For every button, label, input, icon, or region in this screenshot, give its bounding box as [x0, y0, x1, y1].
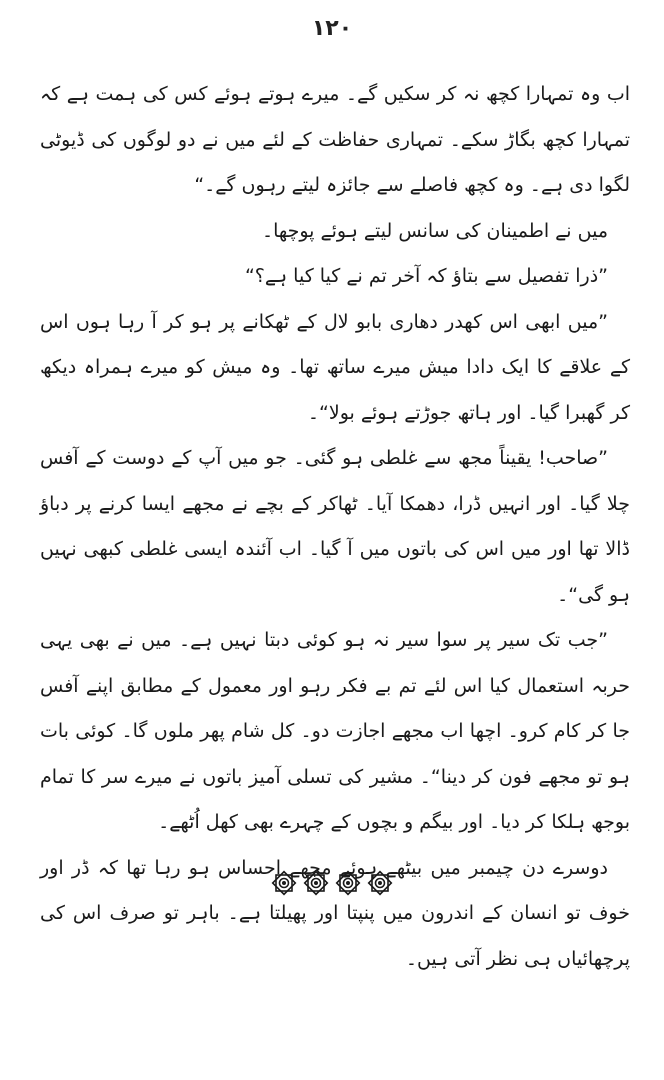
section-divider-ornaments	[0, 870, 664, 896]
star-flower-ornament-icon	[367, 870, 393, 896]
star-flower-ornament-icon	[303, 870, 329, 896]
paragraph: ”جب تک سیر پر سوا سیر نہ ہو کوئی دبتا نہیں ہے۔ میں نے بھی یہی حربہ استعمال کیا اس لئے تم بے فکر رہو اور معمول کے مطابق اپنے آفس جا کر کام کرو۔ اچھا اب مجھے اجازت دو۔ کل شام پھر ملوں گا۔ کوئی بات ہو تو مجھے فون کر دینا“۔ مشیر کی تسلی آمیز باتوں نے میرے سر کا تمام بوجھ ہلکا کر دیا۔ اور بیگم و بچوں کے چہرے بھی کھل اُٹھے۔	[40, 629, 630, 833]
star-flower-ornament-icon	[335, 870, 361, 896]
paragraph: ”صاحب! یقیناً مجھ سے غلطی ہو گئی۔ جو میں آپ کے دوست کے آفس چلا گیا۔ اور انہیں ڈرا، دھمکا آیا۔ ٹھاکر کے بچے نے مجھے ایسا کرنے پر دباؤ ڈالا تھا اور میں اس کی باتوں میں آ گیا۔ اب آئندہ ایسی غلطی کبھی نہیں ہو گی“۔	[40, 447, 630, 606]
paragraph: ”میں ابھی اس کھدر دھاری بابو لال کے ٹھکانے پر ہو کر آ رہا ہوں اس کے علاقے کا ایک دادا میش میرے ساتھ تھا۔ وہ میش کو میرے ہمراہ دیکھ کر گھبرا گیا۔ اور ہاتھ جوڑتے ہوئے بولا“۔	[40, 310, 630, 424]
paragraph: اب وہ تمہارا کچھ نہ کر سکیں گے۔ میرے ہوتے ہوئے کس کی ہمت ہے کہ تمہارا کچھ بگاڑ سکے۔ تمہاری حفاظت کے لئے میں نے دو لوگوں کی ڈیوٹی لگوا دی ہے۔ وہ کچھ فاصلے سے جائزہ لیتے رہوں گے۔“	[40, 83, 630, 196]
paragraph: دوسرے دن چیمبر میں بیٹھے ہوئے مجھے احساس ہو رہا تھا کہ ڈر اور خوف تو انسان کے اندرون میں پنپتا اور پھیلتا ہے۔ باہر تو صرف اس کی پرچھائیاں ہی نظر آتی ہیں۔	[40, 856, 630, 970]
paragraph: ”ذرا تفصیل سے بتاؤ کہ آخر تم نے کیا کیا ہے؟“	[244, 265, 608, 287]
body-text	[40, 72, 630, 982]
paragraph: میں نے اطمینان کی سانس لیتے ہوئے پوچھا۔	[261, 219, 608, 242]
star-flower-ornament-icon	[271, 870, 297, 896]
page-number: ۱۲۰	[311, 16, 353, 41]
